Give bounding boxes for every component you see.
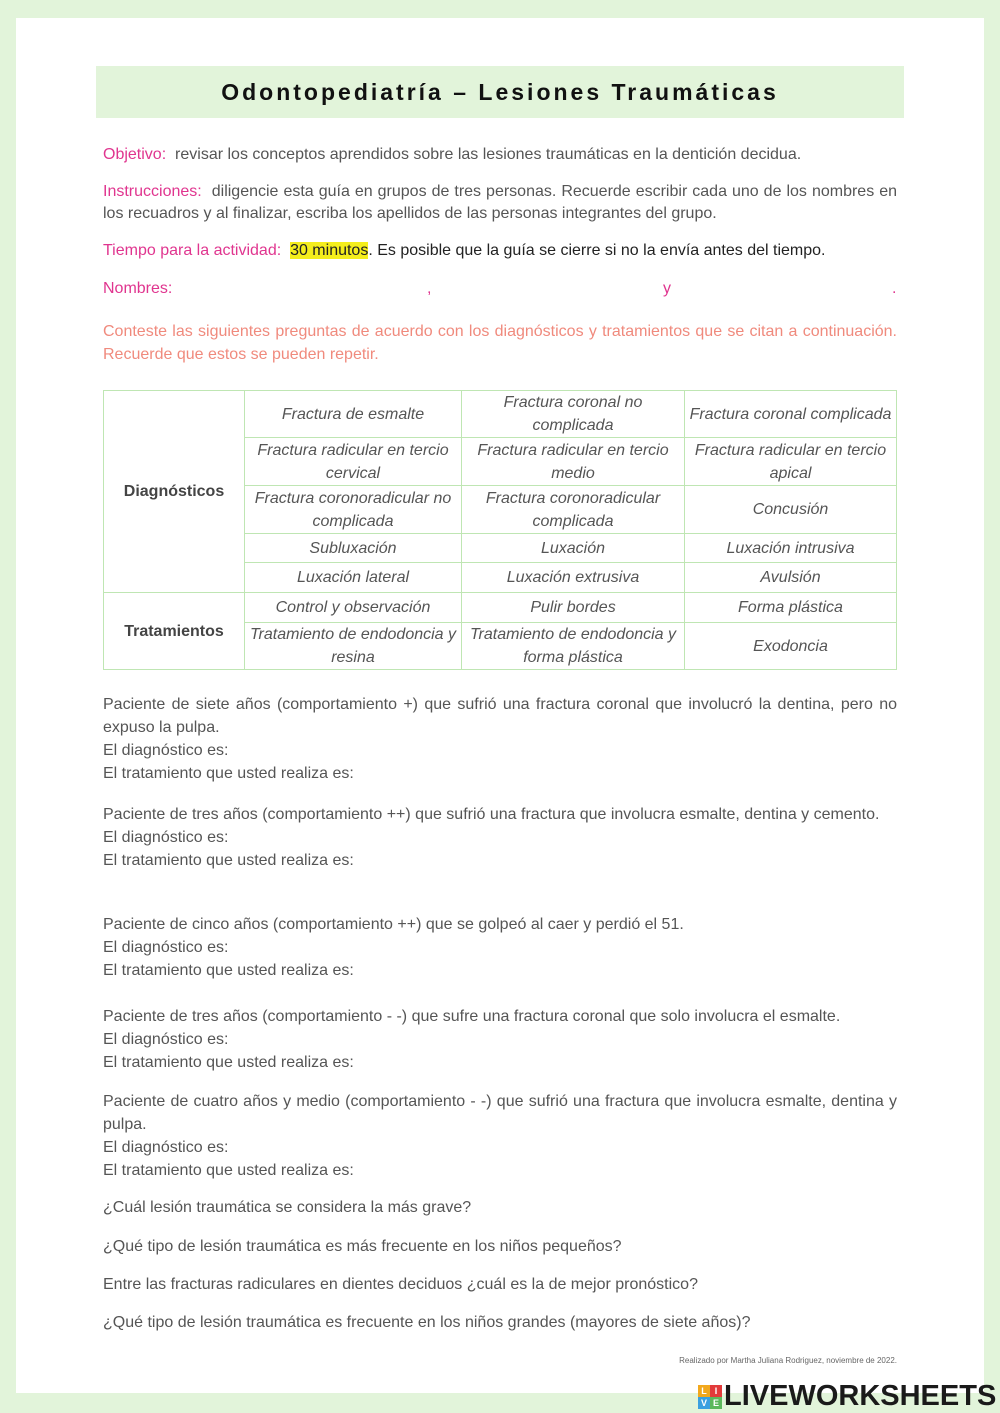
treatment-cell: Tratamiento de endodoncia y resina (245, 623, 462, 670)
treatments-header: Tratamientos (104, 593, 245, 670)
diagnosis-cell: Luxación extrusiva (462, 563, 685, 593)
logo-letter-v: V (698, 1397, 710, 1409)
diagnosis-cell: Fractura coronal no complicada (462, 391, 685, 438)
liveworksheets-brand[interactable] (698, 1380, 996, 1413)
names-label: Nombres: (103, 280, 173, 297)
question-3: Entre las fracturas radiculares en dientes deciduos ¿cuál es la de mejor pronóstico? (103, 1276, 698, 1293)
treatment-label: El tratamiento que usted realiza es: (103, 1054, 354, 1071)
treatment-cell: Pulir bordes (462, 593, 685, 623)
logo-letter-e: E (710, 1397, 722, 1409)
diagnosis-label: El diagnóstico es: (103, 1031, 229, 1048)
treatment-label: El tratamiento que usted realiza es: (103, 962, 354, 979)
diagnosis-cell: Luxación (462, 534, 685, 563)
instructions-text: diligencie esta guía en grupos de tres personas. Recuerde escribir cada uno de los nombres en los recuadros y al finalizar, escriba los apellidos de las personas integrantes del grupo. (103, 183, 897, 222)
reference-table (103, 390, 897, 670)
names-y: y (663, 280, 671, 297)
time-line (103, 240, 897, 262)
logo-letter-l: L (698, 1385, 710, 1397)
treatment-label: El tratamiento que usted realiza es: (103, 852, 354, 869)
diagnosis-cell: Fractura coronoradicular no complicada (245, 486, 462, 534)
credit-note: Realizado por Martha Juliana Rodriguez, noviembre de 2022. (679, 1356, 897, 1365)
instructions (103, 181, 897, 225)
time-value: 30 minutos (290, 242, 369, 259)
case-5 (103, 1090, 897, 1182)
diagnosis-cell: Avulsión (685, 563, 897, 593)
case-text: Paciente de cuatro años y medio (comportamiento - -) que sufrió una fractura que involucra esmalte, dentina y pulpa. (103, 1093, 897, 1133)
diagnosis-cell: Concusión (685, 486, 897, 534)
worksheet-page (16, 18, 984, 1393)
liveworksheets-logo-icon (698, 1385, 722, 1409)
diagnosis-cell: Fractura coronoradicular complicada (462, 486, 685, 534)
objective (103, 144, 897, 166)
diagnosis-cell: Fractura de esmalte (245, 391, 462, 438)
case-2 (103, 803, 897, 872)
diagnosis-label: El diagnóstico es: (103, 939, 229, 956)
treatment-cell: Exodoncia (685, 623, 897, 670)
diagnosis-cell: Subluxación (245, 534, 462, 563)
names-end: . (892, 280, 897, 297)
instructions-label: Instrucciones: (103, 183, 202, 200)
diagnosis-cell: Fractura radicular en tercio cervical (245, 438, 462, 486)
diagnosis-label: El diagnóstico es: (103, 742, 229, 759)
case-text: Paciente de cinco años (comportamiento ++) que se golpeó al caer y perdió el 51. (103, 916, 684, 933)
case-3 (103, 913, 897, 982)
treatment-cell: Control y observación (245, 593, 462, 623)
time-label: Tiempo para la actividad: (103, 242, 282, 259)
question-1: ¿Cuál lesión traumática se considera la más grave? (103, 1199, 472, 1216)
diagnosis-label: El diagnóstico es: (103, 1139, 229, 1156)
diagnosis-cell: Fractura coronal complicada (685, 391, 897, 438)
diagnosis-label: El diagnóstico es: (103, 829, 229, 846)
case-text: Paciente de tres años (comportamiento - -) que sufre una fractura coronal que solo involucra el esmalte. (103, 1008, 841, 1025)
case-text: Paciente de tres años (comportamiento ++) que sufrió una fractura que involucra esmalte, dentina y cemento. (103, 806, 880, 823)
treatment-cell: Forma plástica (685, 593, 897, 623)
time-note: . Es posible que la guía se cierre si no la envía antes del tiempo. (368, 242, 826, 259)
logo-letter-i: I (710, 1385, 722, 1397)
case-4 (103, 1005, 897, 1074)
page-title: Odontopediatría – Lesiones Traumáticas (221, 78, 779, 105)
objective-label: Objetivo: (103, 146, 167, 163)
objective-text: revisar los conceptos aprendidos sobre las lesiones traumáticas en la dentición decidua. (175, 146, 802, 163)
case-text: Paciente de siete años (comportamiento +) que sufrió una fractura coronal que involucró la dentina, pero no expuso la pulpa. (103, 696, 897, 736)
treatment-cell: Tratamiento de endodoncia y forma plástica (462, 623, 685, 670)
treatment-label: El tratamiento que usted realiza es: (103, 765, 354, 782)
brand-name: LIVEWORKSHEETS (724, 1380, 997, 1412)
diagnosis-cell: Luxación lateral (245, 563, 462, 593)
case-1 (103, 693, 897, 785)
diagnosis-cell: Fractura radicular en tercio apical (685, 438, 897, 486)
diagnoses-header: Diagnósticos (104, 391, 245, 593)
question-4: ¿Qué tipo de lesión traumática es frecuente en los niños grandes (mayores de siete años)? (103, 1314, 751, 1331)
diagnosis-cell: Luxación intrusiva (685, 534, 897, 563)
question-2: ¿Qué tipo de lesión traumática es más frecuente en los niños pequeños? (103, 1238, 622, 1255)
names-comma: , (427, 280, 432, 297)
treatment-label: El tratamiento que usted realiza es: (103, 1162, 354, 1179)
diagnosis-cell: Fractura radicular en tercio medio (462, 438, 685, 486)
prompt: Conteste las siguientes preguntas de acuerdo con los diagnósticos y tratamientos que se citan a continuación. Recuerde que estos se pueden repetir. (103, 323, 897, 363)
title-bar (96, 66, 904, 118)
